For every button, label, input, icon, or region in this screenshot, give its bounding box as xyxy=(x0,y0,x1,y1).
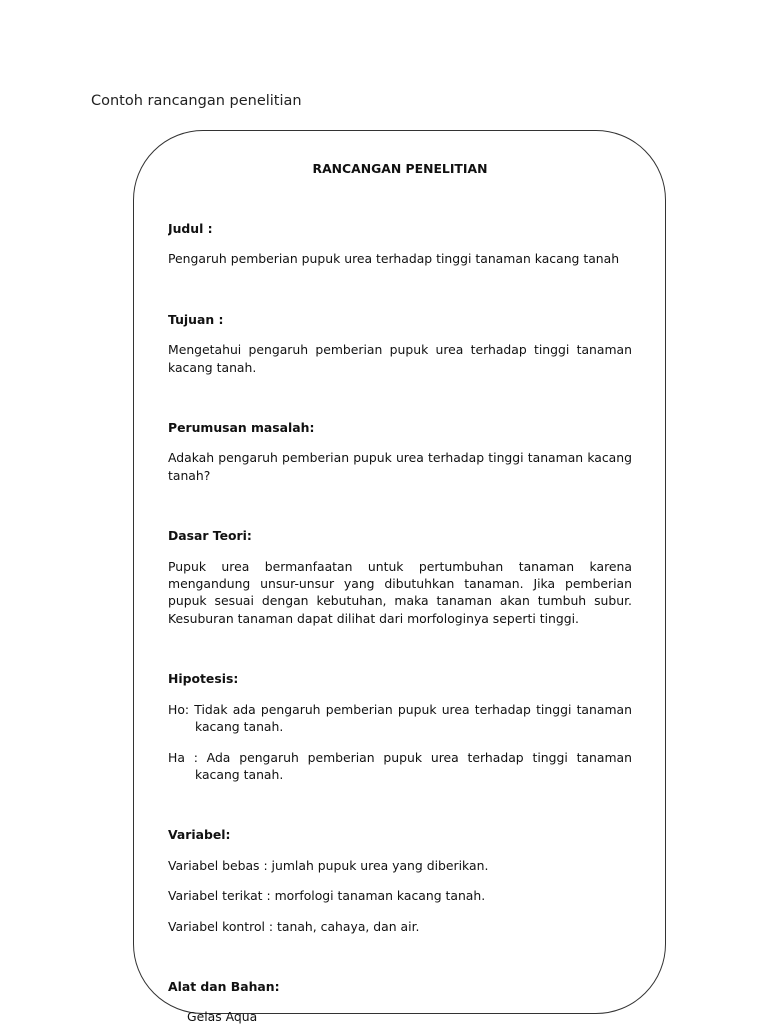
hipotesis-heading: Hipotesis: xyxy=(168,671,239,687)
alat-bahan-heading: Alat dan Bahan: xyxy=(168,978,280,994)
tujuan-text: Mengetahui pengaruh pemberian pupuk urea terhadap tinggi tanaman kacang tanah. xyxy=(168,342,632,375)
judul-heading: Judul : xyxy=(168,221,213,236)
hipotesis-ho: Ho: Tidak ada pengaruh pemberian pupuk urea terhadap tinggi tanaman kacang tanah. xyxy=(168,701,632,735)
tujuan-heading: Tujuan : xyxy=(168,311,224,327)
judul-text: Pengaruh pemberian pupuk urea terhadap tinggi tanaman kacang tanah xyxy=(168,251,620,267)
perumusan-text: Adakah pengaruh pemberian pupuk urea terhadap tinggi tanaman kacang tanah? xyxy=(168,450,632,483)
alat-bahan-item: Gelas Aqua xyxy=(187,1009,258,1024)
perumusan-heading: Perumusan masalah: xyxy=(168,420,315,436)
document-title: RANCANGAN PENELITIAN xyxy=(312,161,488,176)
alat-bahan-list xyxy=(168,1008,632,1024)
dasar-teori-heading: Dasar Teori: xyxy=(168,528,252,544)
page-heading: Contoh rancangan penelitian xyxy=(91,93,302,109)
hipotesis-ha: Ha : Ada pengaruh pemberian pupuk urea terhadap tinggi tanaman kacang tanah. xyxy=(168,749,632,782)
variabel-heading: Variabel: xyxy=(168,827,231,843)
variabel-kontrol: Variabel kontrol : tanah, cahaya, dan air. xyxy=(168,918,420,934)
dasar-teori-text: Pupuk urea bermanfaatan untuk pertumbuhan tanaman karena mengandung unsur-unsur yang dibutuhkan tanaman. Jika pemberian pupuk sesuai dengan kebutuhan, maka tanaman akan tumbuh subur. Kesuburan tanaman dapat dilihat dari morfologinya seperti tinggi. xyxy=(168,558,632,626)
document-content xyxy=(168,160,632,1024)
variabel-bebas: Variabel bebas : jumlah pupuk urea yang diberikan. xyxy=(168,857,489,873)
variabel-terikat: Variabel terikat : morfologi tanaman kacang tanah. xyxy=(168,888,486,904)
